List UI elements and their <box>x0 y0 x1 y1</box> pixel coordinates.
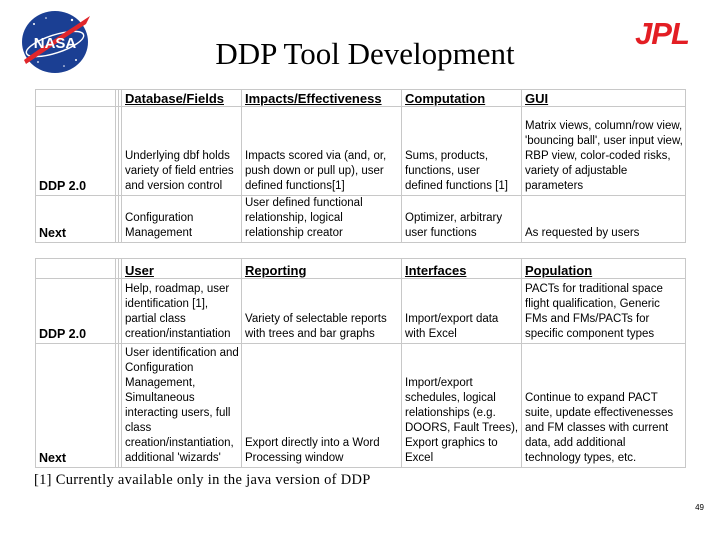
page-title: DDP Tool Development <box>215 36 515 71</box>
table-cell: Import/export data with Excel <box>402 279 522 344</box>
row-label-ddp-2-0: DDP 2.0 <box>36 107 116 196</box>
table-cell: Variety of selectable reports with trees and bar graphs <box>242 279 402 344</box>
table-cell: User identification and Configuration Management, Simultaneous interacting users, full class creation/instantiation, additional 'wizards' <box>122 344 242 468</box>
row-label-ddp-2-0: DDP 2.0 <box>36 279 116 344</box>
table-cell: Optimizer, arbitrary user functions <box>402 196 522 243</box>
header-population: Population <box>522 259 686 279</box>
page-number: 49 <box>695 503 704 512</box>
jpl-logo-text: JPL <box>635 17 689 49</box>
header-impacts-effectiveness: Impacts/Effectiveness <box>242 90 402 107</box>
table-cell: Export directly into a Word Processing window <box>242 344 402 468</box>
table-cell: As requested by users <box>522 196 686 243</box>
table1-header-row <box>36 90 686 107</box>
table-cell: Matrix views, column/row view, 'bouncing ball', user input view, RBP view, color-coded risks, variety of adjustable parameters <box>522 107 686 196</box>
table-cell: PACTs for traditional space flight qualification, Generic FMs and FMs/PACTs for specific component types <box>522 279 686 344</box>
corner-cell <box>36 90 116 107</box>
table-row <box>36 107 686 196</box>
row-label-next: Next <box>36 196 116 243</box>
table-row <box>36 196 686 243</box>
table-row <box>36 279 686 344</box>
header-gui: GUI <box>522 90 686 107</box>
header-user: User <box>122 259 242 279</box>
footnote: [1] Currently available only in the java version of DDP <box>34 472 371 488</box>
table2-header-row <box>36 259 686 279</box>
table-cell: Continue to expand PACT suite, update effectivenesses and FM classes with current data, add additional technology types, etc. <box>522 344 686 468</box>
header-interfaces: Interfaces <box>402 259 522 279</box>
table-cell: Underlying dbf holds variety of field entries and version control <box>122 107 242 196</box>
table-cell: User defined functional relationship, logical relationship creator <box>242 196 402 243</box>
header-reporting: Reporting <box>242 259 402 279</box>
nasa-logo-text: NASA <box>33 35 77 52</box>
header-database-fields: Database/Fields <box>122 90 242 107</box>
development-table-2 <box>35 258 686 468</box>
table-cell: Impacts scored via (and, or, push down or pull up), user defined functions[1] <box>242 107 402 196</box>
header-computation: Computation <box>402 90 522 107</box>
table-cell: Configuration Management <box>122 196 242 243</box>
table-cell: Sums, products, functions, user defined functions [1] <box>402 107 522 196</box>
row-label-next: Next <box>36 344 116 468</box>
table-cell: Help, roadmap, user identification [1], partial class creation/instantiation <box>122 279 242 344</box>
jpl-logo <box>624 17 700 49</box>
corner-cell <box>36 259 116 279</box>
nasa-logo <box>16 8 94 76</box>
development-table-1 <box>35 89 686 243</box>
table-cell: Import/export schedules, logical relationships (e.g. DOORS, Fault Trees), Export graphics to Excel <box>402 344 522 468</box>
table-row <box>36 344 686 468</box>
